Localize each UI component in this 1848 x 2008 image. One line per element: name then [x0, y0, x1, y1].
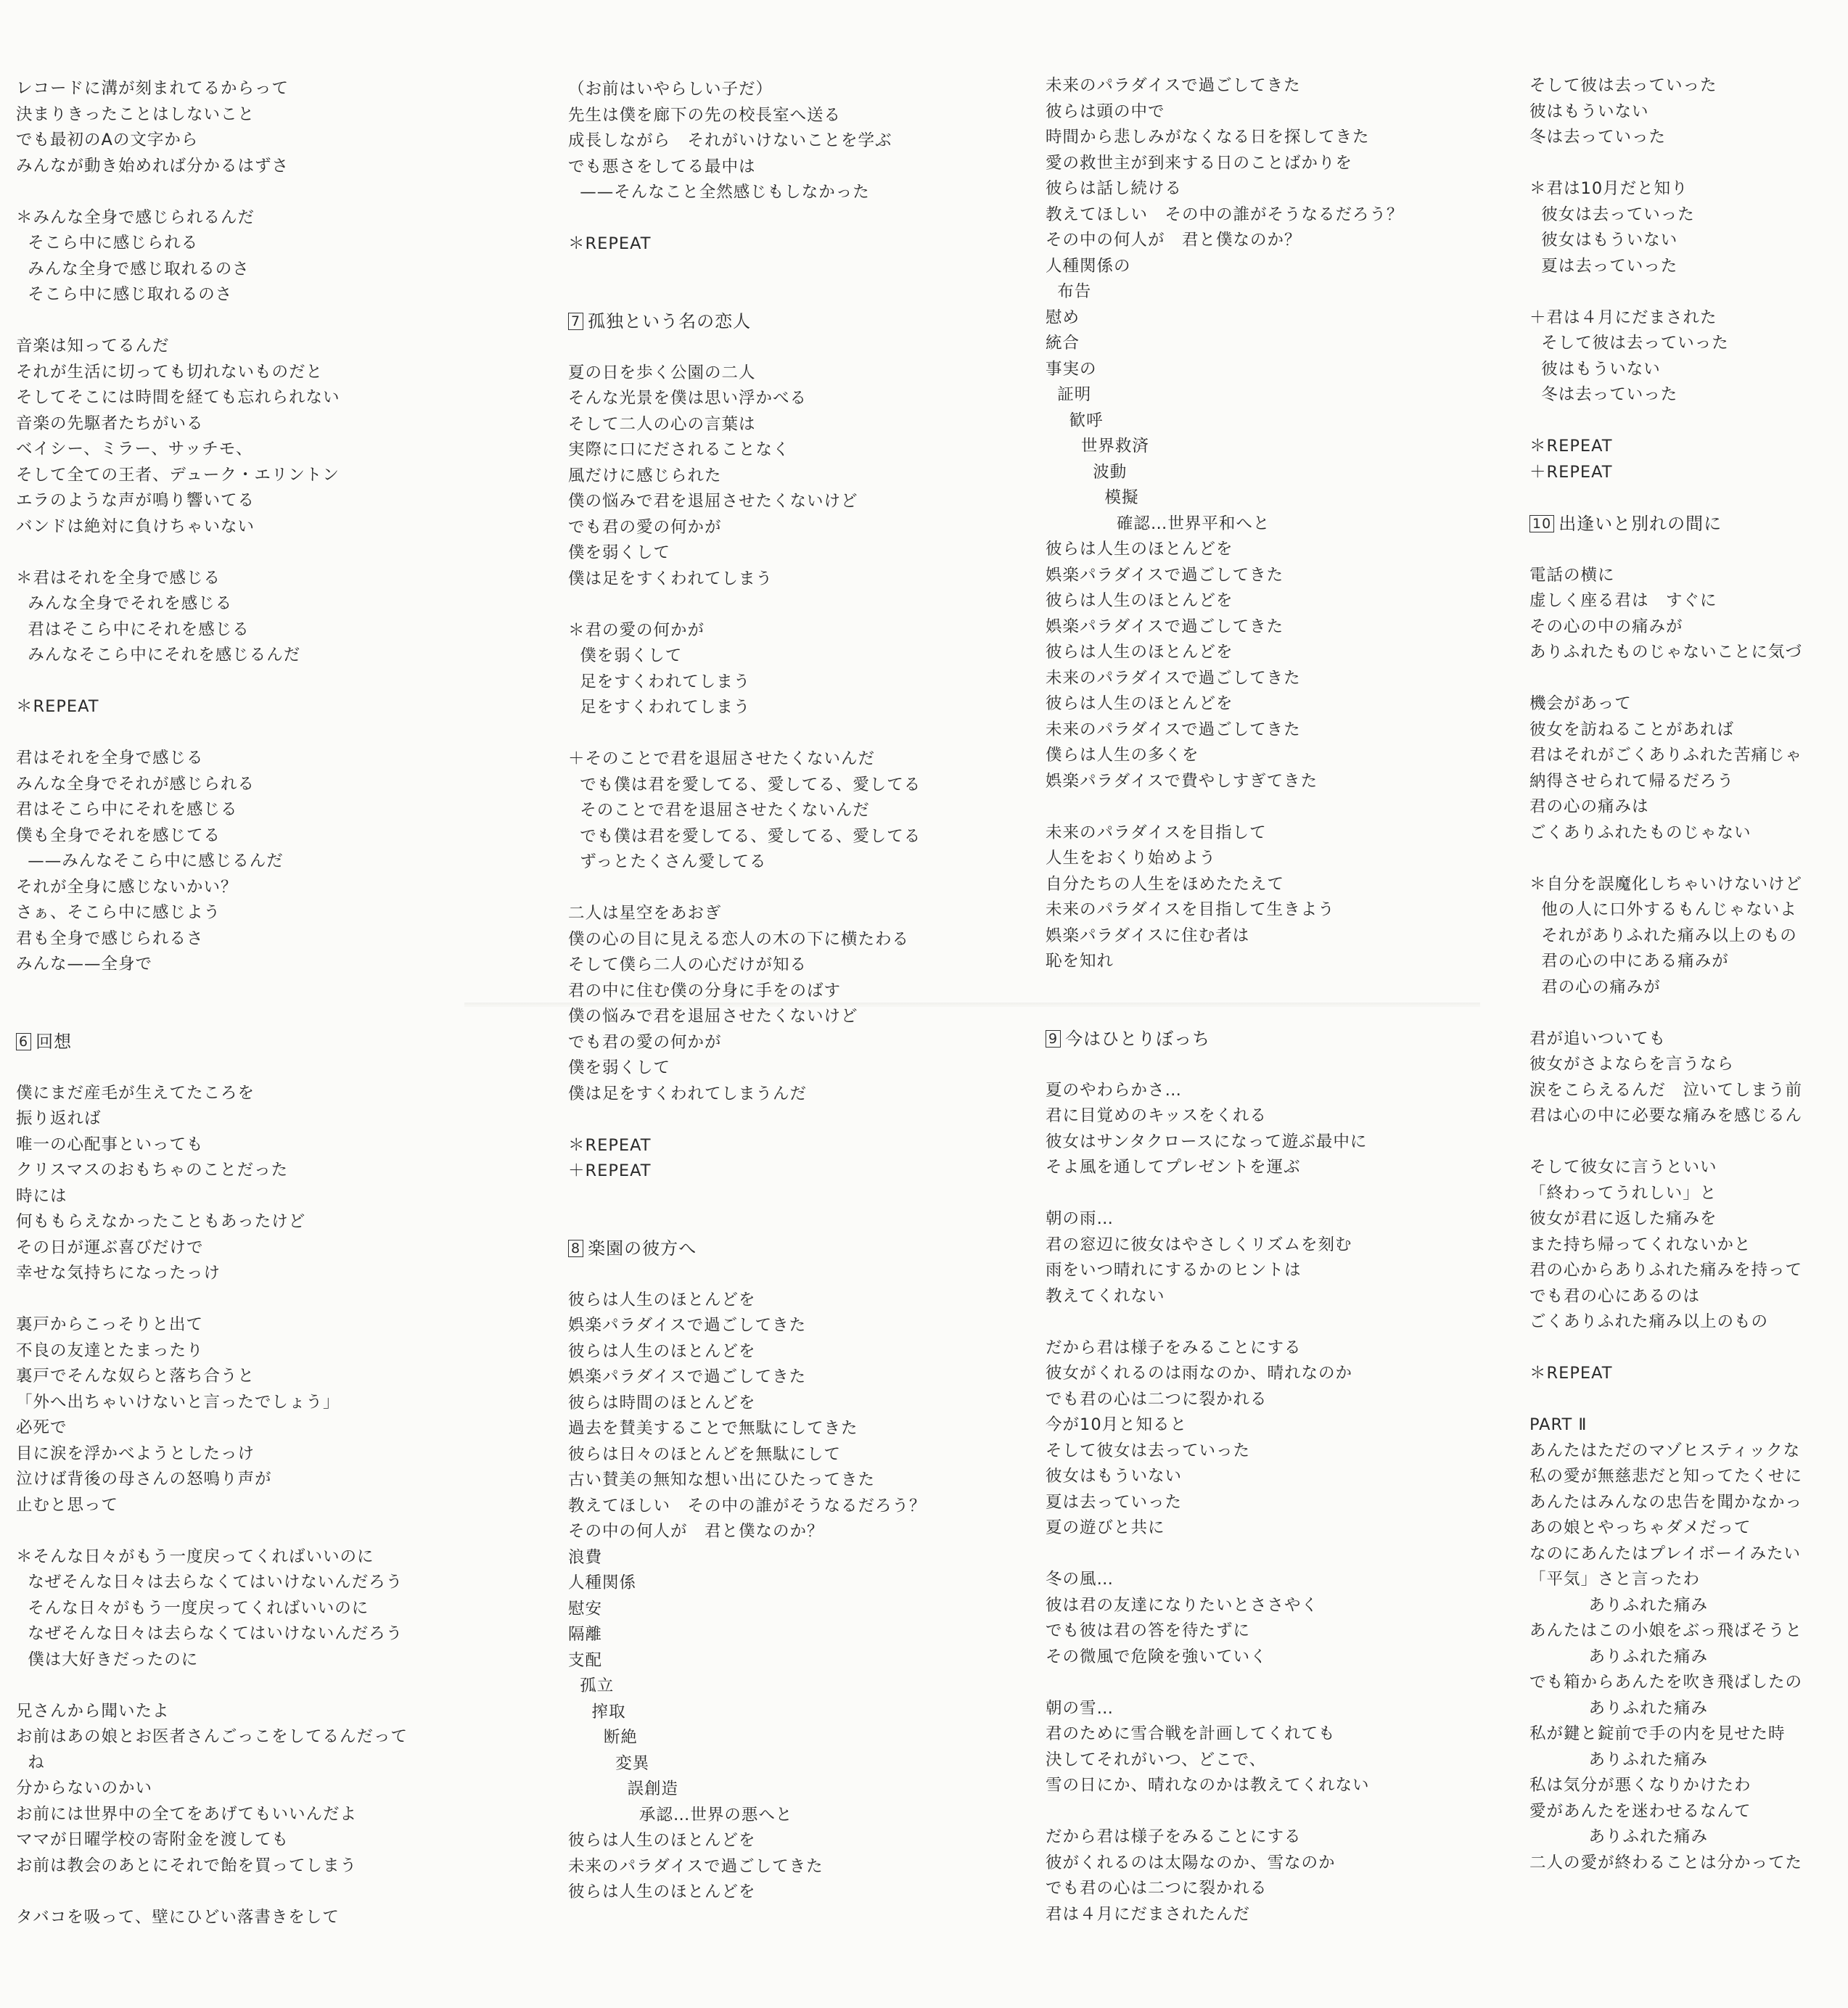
lyric-line: 誤創造 — [568, 1779, 679, 1798]
lyric-line: みんなそこら中にそれを感じるんだ — [16, 646, 301, 664]
lyric-line: 教えてくれない — [1046, 1286, 1165, 1306]
lyric-line: 娯楽パラダイスに住む者は — [1046, 926, 1250, 945]
lyric-line: 僕は足をすくわれてしまうんだ — [568, 1084, 808, 1103]
lyric-line — [568, 876, 927, 902]
lyric-line — [1046, 794, 1404, 820]
lyric-line: 夏の日を歩く公園の二人 — [568, 363, 756, 382]
lyric-line — [568, 1262, 927, 1288]
lyric-line: あんたはみんなの忠告を聞かなかっ — [1529, 1492, 1803, 1512]
lyric-line: ＊REPEAT — [568, 1135, 652, 1155]
track-number: 6 — [16, 1033, 31, 1050]
lyric-line — [16, 1518, 408, 1544]
lyric-line: 冬は去っていった — [1529, 128, 1667, 147]
lyric-line: なぜそんな日々は去らなくてはいけないんだろう — [16, 1573, 403, 1592]
lyric-line: 隔離 — [568, 1625, 603, 1644]
lyric-line: 統合 — [1046, 334, 1080, 353]
lyric-line — [568, 258, 927, 284]
lyric-line — [568, 592, 927, 618]
lyric-line: 彼はもういない — [1529, 102, 1649, 121]
lyric-line: 僕は大好きだったのに — [16, 1650, 199, 1669]
song-title-text: 出逢いと別れの間に — [1559, 513, 1722, 534]
lyric-line: 娯楽パラダイスで過ごしてきた — [1046, 617, 1284, 636]
lyric-line: そして全ての王者、デューク・エリントン — [16, 465, 340, 485]
lyric-line: 僕も全身でそれを感じてる — [16, 826, 221, 845]
lyric-line: 布告 — [1046, 282, 1092, 301]
lyric-line: そして彼は去っていった — [1529, 334, 1729, 353]
lyric-line — [1529, 537, 1802, 563]
lyric-line: 彼女はサンタクロースになって遊ぶ最中に — [1046, 1132, 1368, 1151]
lyric-line: なのにあんたはプレイボーイみたい — [1529, 1544, 1801, 1563]
song-title-text: 回想 — [36, 1031, 73, 1052]
lyric-line: みんな——全身で — [16, 955, 153, 974]
lyric-line: 孤立 — [568, 1676, 615, 1695]
lyric-line: その日が運ぶ喜びだけで — [16, 1238, 204, 1257]
lyric-line: 波動 — [1046, 462, 1128, 482]
lyric-line: そして彼女は去っていった — [1046, 1441, 1251, 1460]
track-number: 10 — [1529, 515, 1554, 532]
lyric-line: 世界救済 — [1046, 437, 1149, 456]
lyric-line: 夏の遊びと共に — [1046, 1518, 1165, 1537]
song-title — [1529, 511, 1802, 538]
lyric-line: 娯楽パラダイスで費やしすぎてきた — [1046, 771, 1318, 791]
lyric-line: 彼らは人生のほとんどを — [1046, 591, 1233, 610]
lyric-line: 事実の — [1046, 359, 1097, 379]
lyric-line: 私の愛が無慈悲だと知ってたくせに — [1529, 1467, 1803, 1486]
lyric-line: 彼女が君に返した痛みを — [1529, 1209, 1717, 1228]
lyric-line: 君の心からありふれた痛みを持って — [1529, 1261, 1803, 1280]
lyric-line: でも君の心は二つに裂かれる — [1046, 1389, 1268, 1409]
lyric-line — [16, 669, 408, 695]
lyric-line — [568, 1107, 927, 1133]
lyric-line: ＊君はそれを全身で感じる — [16, 568, 221, 588]
lyric-line: みんな全身でそれが感じられる — [16, 774, 255, 794]
lyric-line: 過去を賛美することで無駄にしてきた — [568, 1419, 858, 1438]
lyric-line — [1529, 279, 1802, 305]
lyric-line: 歓呼 — [1046, 411, 1104, 430]
lyric-line: でも僕は君を愛してる、愛してる、愛してる — [568, 775, 921, 794]
lyric-line: 泣けば背後の母さんの怒鳴り声が — [16, 1470, 272, 1489]
lyric-line — [568, 721, 927, 747]
lyric-line: お前はあの娘とお医者さんごっこをしてるんだって — [16, 1727, 408, 1746]
lyric-line: ＊自分を誤魔化しちゃいけないけど — [1529, 874, 1803, 894]
lyric-line: 君はそこら中にそれを感じる — [16, 620, 250, 639]
lyric-line — [1529, 1130, 1802, 1156]
lyric-line — [1529, 666, 1802, 692]
lyric-line — [568, 1210, 927, 1236]
lyric-line: 分からないのかい — [16, 1779, 153, 1798]
lyric-line: 君に目覚めのキッスをくれる — [1046, 1106, 1268, 1125]
lyric-line: 搾取 — [568, 1702, 626, 1721]
lyric-line: みんな全身でそれを感じる — [16, 594, 233, 613]
lyric-line: 夏は去っていった — [1529, 256, 1678, 276]
lyric-line: 納得させられて帰るだろう — [1529, 771, 1735, 791]
lyric-line: 私は気分が悪くなりかけたわ — [1529, 1776, 1752, 1795]
lyrics-column-3 — [1046, 73, 1404, 1927]
lyric-line: 彼らは人生のほとんどを — [1046, 694, 1233, 713]
lyric-line: 止むと思って — [16, 1495, 119, 1515]
lyric-line: あんたはただのマゾヒスティックな — [1529, 1441, 1801, 1460]
lyric-line: 二人は星空をあおぎ — [568, 904, 722, 923]
lyric-line — [16, 179, 408, 205]
lyric-line: 他の人に口外するもんじゃないよ — [1529, 900, 1797, 919]
lyric-line: 君はそれがごくありふれた苦痛じゃ — [1529, 746, 1803, 765]
lyric-line: そしてそこには時間を経ても忘れられない — [16, 388, 340, 407]
lyric-line: ありふれた痛み — [1529, 1698, 1709, 1718]
lyric-line: 涙をこらえるんだ 泣いてしまう前 — [1529, 1080, 1803, 1100]
lyric-line: ずっとたくさん愛してる — [568, 852, 767, 871]
lyric-line: 慰め — [1046, 308, 1080, 327]
lyric-line: その微風で危険を強いていく — [1046, 1647, 1268, 1666]
lyric-line: そのことで君を退屈させたくないんだ — [568, 801, 870, 820]
lyric-line: 教えてほしい その中の誰がそうなるだろう？ — [1046, 205, 1404, 224]
lyric-line — [1529, 485, 1802, 511]
lyric-line: その心の中の痛みが — [1529, 617, 1683, 636]
track-number: 7 — [568, 313, 583, 330]
lyric-line: ありふれた痛み — [1529, 1595, 1709, 1615]
lyric-line: さぁ、そこら中に感じよう — [16, 903, 221, 922]
lyric-line: 朝の雪… — [1046, 1698, 1114, 1718]
song-title — [568, 1236, 927, 1262]
lyric-line: （お前はいやらしい子だ） — [568, 80, 773, 99]
lyric-line: 君はそれを全身で感じる — [16, 749, 204, 768]
lyric-line: ママが日曜学校の寄附金を渡しても — [16, 1830, 289, 1849]
lyric-line: 目に涙を浮かべようとしたっけ — [16, 1444, 255, 1463]
lyric-line: 僕の悩みで君を退屈させたくないけど — [568, 1007, 858, 1026]
lyric-line: 僕を弱くして — [568, 1058, 671, 1077]
lyric-line: 僕を弱くして — [568, 543, 671, 562]
lyric-line — [1046, 1309, 1404, 1336]
lyric-line: 彼はもういない — [1529, 359, 1661, 379]
lyric-line: 人種関係の — [1046, 256, 1131, 276]
lyric-line — [1046, 1052, 1404, 1078]
lyric-line: 電話の横に — [1529, 565, 1615, 585]
lyric-line: バンドは絶対に負けちゃいない — [16, 517, 255, 536]
lyric-line: ＊REPEAT — [1529, 437, 1613, 456]
song-title — [568, 309, 927, 335]
lyric-line: だから君は様子をみることにする — [1046, 1338, 1302, 1357]
lyric-line: タバコを吸って、壁にひどい落書きをして — [16, 1907, 340, 1927]
lyric-line: 僕の悩みで君を退屈させたくないけど — [568, 492, 858, 511]
lyric-line: お前は教会のあとにそれで飴を買ってしまう — [16, 1856, 358, 1875]
lyric-line: ＊REPEAT — [1529, 1364, 1613, 1383]
lyric-line: そして僕ら二人の心だけが知る — [568, 955, 808, 974]
lyric-line: 君の心の痛みは — [1529, 797, 1649, 816]
lyric-line — [16, 720, 408, 746]
lyric-line: 彼女がさよならを言うなら — [1529, 1055, 1735, 1074]
lyric-line: 何ももらえなかったこともあったけど — [16, 1212, 306, 1231]
lyric-line: ありふれた痛み — [1529, 1647, 1709, 1666]
lyric-line: 彼らは人生のほとんどを — [568, 1831, 756, 1850]
lyric-line: でも君の愛の何かが — [568, 517, 722, 537]
lyric-line: 君の心の中にある痛みが — [1529, 952, 1729, 971]
lyric-line: ベイシー、ミラー、サッチモ、 — [16, 440, 253, 458]
lyric-line: 未来のパラダイスを目指して — [1046, 823, 1267, 842]
song-title-text: 今はひとりぼっち — [1065, 1028, 1211, 1049]
lyric-line — [1046, 1542, 1404, 1568]
song-title — [1046, 1026, 1404, 1053]
lyric-line — [16, 1879, 408, 1905]
lyric-line: ＊REPEAT — [568, 234, 652, 253]
lyric-line: 彼らは人生のほとんどを — [1046, 643, 1233, 662]
lyric-line: 先生は僕を廊下の先の校長室へ送る — [568, 105, 842, 125]
lyric-line: 彼らは人生のほとんどを — [568, 1341, 756, 1361]
lyric-line: あの娘とやっちゃダメだって — [1529, 1518, 1752, 1537]
lyric-line: 彼女はもういない — [1046, 1467, 1183, 1486]
lyric-line — [1046, 975, 1404, 1001]
lyric-line — [16, 1287, 408, 1313]
track-number: 8 — [568, 1240, 583, 1257]
lyric-line: ありふれたものじゃないことに気づ — [1529, 643, 1803, 662]
lyric-line — [16, 308, 408, 334]
lyric-line: 私が鍵と錠前で手の内を見せた時 — [1529, 1724, 1786, 1743]
lyric-line: 彼らは人生のほとんどを — [1046, 540, 1233, 559]
lyric-line — [1046, 1181, 1404, 1207]
lyric-line: でも悪さをしてる最中は — [568, 157, 756, 176]
lyric-line: 自分たちの人生をほめたたえて — [1046, 874, 1285, 894]
lyrics-column-1 — [16, 76, 408, 1930]
song-title-text: 孤独という名の恋人 — [588, 310, 752, 332]
lyric-line: 彼女を訪ねることがあれば — [1529, 720, 1735, 739]
lyric-line: そして彼女に言うといい — [1529, 1158, 1717, 1177]
lyric-line: 君は４月にだまされたんだ — [1046, 1904, 1251, 1924]
lyric-line: 足をすくわれてしまう — [568, 698, 751, 717]
lyric-line: それが生活に切っても切れないものだと — [16, 362, 324, 382]
lyric-line: 断絶 — [568, 1728, 638, 1747]
lyric-line: ＊君は10月だと知り — [1529, 179, 1688, 198]
lyric-line: ＋REPEAT — [1529, 462, 1613, 482]
lyric-line: 君はそこら中にそれを感じる — [16, 800, 238, 819]
lyric-line — [16, 1673, 408, 1699]
lyrics-column-4 — [1529, 73, 1802, 1876]
lyric-line: 娯楽パラダイスで過ごしてきた — [1046, 565, 1284, 585]
lyric-line: 音楽の先駆者たちがいる — [16, 413, 204, 433]
lyric-line: 君のために雪合戦を計画してくれても — [1046, 1724, 1336, 1743]
lyric-line: 彼らは人生のほとんどを — [568, 1883, 756, 1901]
lyric-line: 彼がくれるのは太陽なのか、雪なのか — [1046, 1853, 1336, 1872]
lyric-line — [568, 283, 927, 309]
lyric-line: 愛があんたを迷わせるなんて — [1529, 1801, 1752, 1821]
lyric-line: 恥を知れ — [1046, 952, 1114, 971]
lyric-line: 彼女は去っていった — [1529, 205, 1695, 224]
lyric-line: 変異 — [568, 1753, 650, 1773]
lyric-line: ＋そのことで君を退屈させたくないんだ — [568, 749, 876, 768]
lyric-line: 成長しながら それがいけないことを学ぶ — [568, 131, 892, 150]
lyric-line: 冬の風… — [1046, 1570, 1114, 1589]
lyric-line: 彼女がくれるのは雨なのか、晴れなのか — [1046, 1364, 1353, 1383]
lyric-line: 確認…世界平和へと — [1046, 514, 1270, 533]
lyric-line: 君の窓辺に彼女はやさしくリズムを刻む — [1046, 1235, 1352, 1254]
lyric-line: 裏戸からこっそりと出て — [16, 1315, 204, 1334]
lyric-line: 決まりきったことはしないこと — [16, 104, 255, 124]
lyric-line: でも君の心にあるのは — [1529, 1286, 1701, 1306]
lyric-line: そよ風を通してプレゼントを運ぶ — [1046, 1158, 1301, 1177]
lyric-line: なぜそんな日々は去らなくてはいけないんだろう — [16, 1624, 403, 1643]
lyric-line: 未来のパラダイスを目指して生きよう — [1046, 900, 1335, 919]
lyric-line: 浪費 — [568, 1547, 603, 1567]
lyric-line: 人生をおくり始めよう — [1046, 849, 1217, 868]
lyric-line: 時には — [16, 1186, 67, 1206]
lyric-line: 人種関係 — [568, 1573, 637, 1592]
lyric-line — [16, 540, 408, 566]
lyric-line — [1529, 1387, 1802, 1413]
song-title-text: 楽園の彼方へ — [588, 1238, 697, 1259]
lyric-line: 風だけに感じられた — [568, 466, 722, 485]
track-number: 9 — [1046, 1030, 1061, 1048]
lyric-line: そこら中に感じられる — [16, 234, 199, 252]
lyric-line: でも君の心は二つに裂かれる — [1046, 1879, 1268, 1898]
lyric-line: 夏は去っていった — [1046, 1492, 1183, 1512]
lyric-line — [1529, 1336, 1802, 1362]
lyric-line: PART Ⅱ — [1529, 1415, 1588, 1434]
lyric-line: 彼は君の友達になりたいとささやく — [1046, 1595, 1319, 1615]
lyric-line: また持ち帰ってくれないかと — [1529, 1235, 1752, 1254]
lyric-line: 雨をいつ晴れにするかのヒントは — [1046, 1261, 1302, 1280]
lyric-line — [16, 1055, 408, 1081]
lyric-line — [1529, 408, 1802, 435]
lyrics-column-2 — [568, 77, 927, 1906]
lyric-line: そして二人の心の言葉は — [568, 414, 756, 434]
lyric-line: ごくありふれた痛み以上のもの — [1529, 1312, 1769, 1331]
lyric-line: 彼らは日々のほとんどを無駄にして — [568, 1444, 842, 1464]
lyric-line: そんな日々がもう一度戻ってくればいいのに — [16, 1598, 369, 1618]
lyric-line: 君の心の痛みが — [1529, 977, 1661, 997]
lyric-line: そして彼は去っていった — [1529, 76, 1717, 95]
lyric-line: ＋君は４月にだまされた — [1529, 308, 1717, 327]
lyric-line: 君も全身で感じられるさ — [16, 929, 204, 948]
lyric-line: あんたはこの小娘をぶっ飛ばそうと — [1529, 1621, 1803, 1640]
lyric-line: 「外へ出ちゃいけないと言ったでしょう」 — [16, 1392, 340, 1412]
lyric-line: 幸せな気持ちになったっけ — [16, 1264, 221, 1283]
lyric-line — [1529, 846, 1802, 872]
lyric-line: 「平気」さと言ったわ — [1529, 1570, 1701, 1589]
lyric-line: 虚しく座る君は すぐに — [1529, 591, 1717, 610]
lyric-line: 君は心の中に必要な痛みを感じるん — [1529, 1106, 1803, 1125]
lyric-line: みんなが動き始めれば分かるはずさ — [16, 156, 289, 176]
lyric-line: 音楽は知ってるんだ — [16, 337, 170, 355]
lyric-line: お前には世界中の全てをあげてもいいんだよ — [16, 1804, 358, 1824]
lyric-line: 僕らは人生の多くを — [1046, 746, 1199, 765]
lyric-line: 僕の心の目に見える恋人の木の下に横たわる — [568, 929, 910, 949]
lyric-line: 決してそれがいつ、どこで、 — [1046, 1750, 1267, 1769]
lyric-line: 機会があって — [1529, 694, 1632, 713]
lyric-line: 愛の救世主が到来する日のことばかりを — [1046, 153, 1353, 173]
lyric-line: 慰安 — [568, 1599, 603, 1618]
lyric-line: ＋REPEAT — [568, 1161, 652, 1180]
lyric-line — [16, 1003, 408, 1029]
lyric-line: 足をすくわれてしまう — [568, 672, 751, 691]
lyric-line: 君が追いついても — [1529, 1029, 1667, 1048]
lyric-line: 時間から悲しみがなくなる日を探してきた — [1046, 128, 1370, 147]
lyric-line: 裏戸でそんな奴らと落ち合うと — [16, 1367, 255, 1386]
lyric-line: 不良の友達とたまったり — [16, 1341, 204, 1360]
lyric-line — [568, 334, 927, 361]
lyric-line: 未来のパラダイスで過ごしてきた — [1046, 668, 1301, 688]
lyric-line: でも箱からあんたを吹き飛ばしたの — [1529, 1673, 1803, 1692]
lyric-line: 彼らは人生のほとんどを — [568, 1290, 756, 1309]
lyric-line: 振り返れば — [16, 1109, 102, 1128]
lyric-line: ——みんなそこら中に感じるんだ — [16, 852, 284, 871]
lyric-line: でも君の愛の何かが — [568, 1032, 722, 1052]
lyric-line: ＊みんな全身で感じられるんだ — [16, 207, 255, 227]
lyric-line: 未来のパラダイスで過ごしてきた — [1046, 76, 1301, 95]
lyric-line: それが全身に感じないかい？ — [16, 877, 238, 897]
lyric-line: 実際に口にだされることなく — [568, 440, 790, 459]
lyric-line: ありふれた痛み — [1529, 1827, 1709, 1846]
lyric-line — [568, 1185, 927, 1211]
lyric-line: その中の何人が 君と僕なのか？ — [1046, 231, 1302, 250]
lyric-line: そこら中に感じ取れるのさ — [16, 285, 233, 304]
lyric-line: 朝の雨… — [1046, 1209, 1114, 1228]
lyric-line: 娯楽パラダイスで過ごしてきた — [568, 1316, 807, 1335]
lyric-line: 冬は去っていった — [1529, 385, 1678, 404]
lyric-line — [1046, 1799, 1404, 1825]
lyric-line: 彼女はもういない — [1529, 231, 1678, 250]
lyric-line: 支配 — [568, 1650, 603, 1670]
lyric-line: 夏のやわらかさ… — [1046, 1080, 1183, 1100]
lyric-line: そんな光景を僕は思い浮かべる — [568, 389, 808, 408]
lyric-line: 未来のパラダイスで過ごしてきた — [1046, 720, 1301, 739]
lyric-line: 未来のパラダイスで過ごしてきた — [568, 1856, 824, 1876]
lyric-line: クリスマスのおもちゃのことだった — [16, 1161, 289, 1180]
lyric-line: ごくありふれたものじゃない — [1529, 823, 1752, 842]
lyric-line — [568, 206, 927, 232]
lyric-line: 彼らは時間のほとんどを — [568, 1393, 756, 1412]
lyric-line: それがありふれた痛み以上のもの — [1529, 926, 1797, 945]
lyric-line: 「終わってうれしい」と — [1529, 1183, 1717, 1203]
lyric-line: 彼らは話し続ける — [1046, 179, 1183, 198]
lyric-line: レコードに溝が刻まれてるからって — [16, 79, 289, 98]
lyric-line: 二人の愛が終わることは分かってた — [1529, 1853, 1803, 1872]
lyric-line: 模擬 — [1046, 488, 1139, 507]
lyric-line: 君の中に住む僕の分身に手をのばす — [568, 981, 842, 1000]
lyric-line: ＊REPEAT — [16, 697, 99, 716]
lyric-line: 兄さんから聞いたよ — [16, 1701, 170, 1721]
lyric-line — [1529, 1000, 1802, 1026]
lyric-line: その中の何人が 君と僕なのか？ — [568, 1522, 824, 1541]
lyric-line: ね — [16, 1753, 45, 1772]
lyric-line: 彼らは頭の中で — [1046, 102, 1165, 121]
lyric-line: エラのような声が鳴り響いてる — [16, 491, 255, 510]
lyric-line: みんな全身で感じ取れるのさ — [16, 259, 250, 279]
lyric-line: ＊君の愛の何かが — [568, 620, 705, 640]
lyric-line: ありふれた痛み — [1529, 1750, 1709, 1769]
lyric-line: 僕は足をすくわれてしまう — [568, 569, 773, 588]
lyric-line: 今が10月と知ると — [1046, 1415, 1188, 1434]
lyric-line: 僕を弱くして — [568, 646, 683, 665]
lyric-line: 唯一の心配事といっても — [16, 1135, 204, 1154]
song-title — [16, 1029, 408, 1056]
lyric-line: 教えてほしい その中の誰がそうなるだろう？ — [568, 1496, 927, 1515]
lyric-line: でも彼は君の答を待たずに — [1046, 1621, 1251, 1640]
lyric-line: ——そんなこと全然感じもしなかった — [568, 183, 870, 202]
lyric-line: 僕にまだ産毛が生えてたころを — [16, 1083, 255, 1103]
lyric-line: 承認…世界の悪へと — [568, 1805, 793, 1824]
lyric-line: だから君は様子をみることにする — [1046, 1827, 1302, 1846]
lyric-line: 必死で — [16, 1418, 67, 1437]
lyric-line — [1046, 1000, 1404, 1026]
lyric-line: 古い賛美の無知な想い出にひたってきた — [568, 1470, 876, 1489]
lyric-line: でも最初のAの文字から — [16, 131, 199, 149]
lyric-line: でも僕は君を愛してる、愛してる、愛してる — [568, 826, 921, 846]
lyric-line: ＊そんな日々がもう一度戻ってくればいいのに — [16, 1547, 374, 1566]
lyric-line: 証明 — [1046, 385, 1092, 404]
lyric-line: 雪の日にか、晴れなのかは教えてくれない — [1046, 1776, 1370, 1795]
lyric-line — [1529, 151, 1802, 177]
lyric-line — [16, 978, 408, 1004]
lyric-line — [1046, 1670, 1404, 1696]
lyric-line: 娯楽パラダイスで過ごしてきた — [568, 1367, 807, 1386]
